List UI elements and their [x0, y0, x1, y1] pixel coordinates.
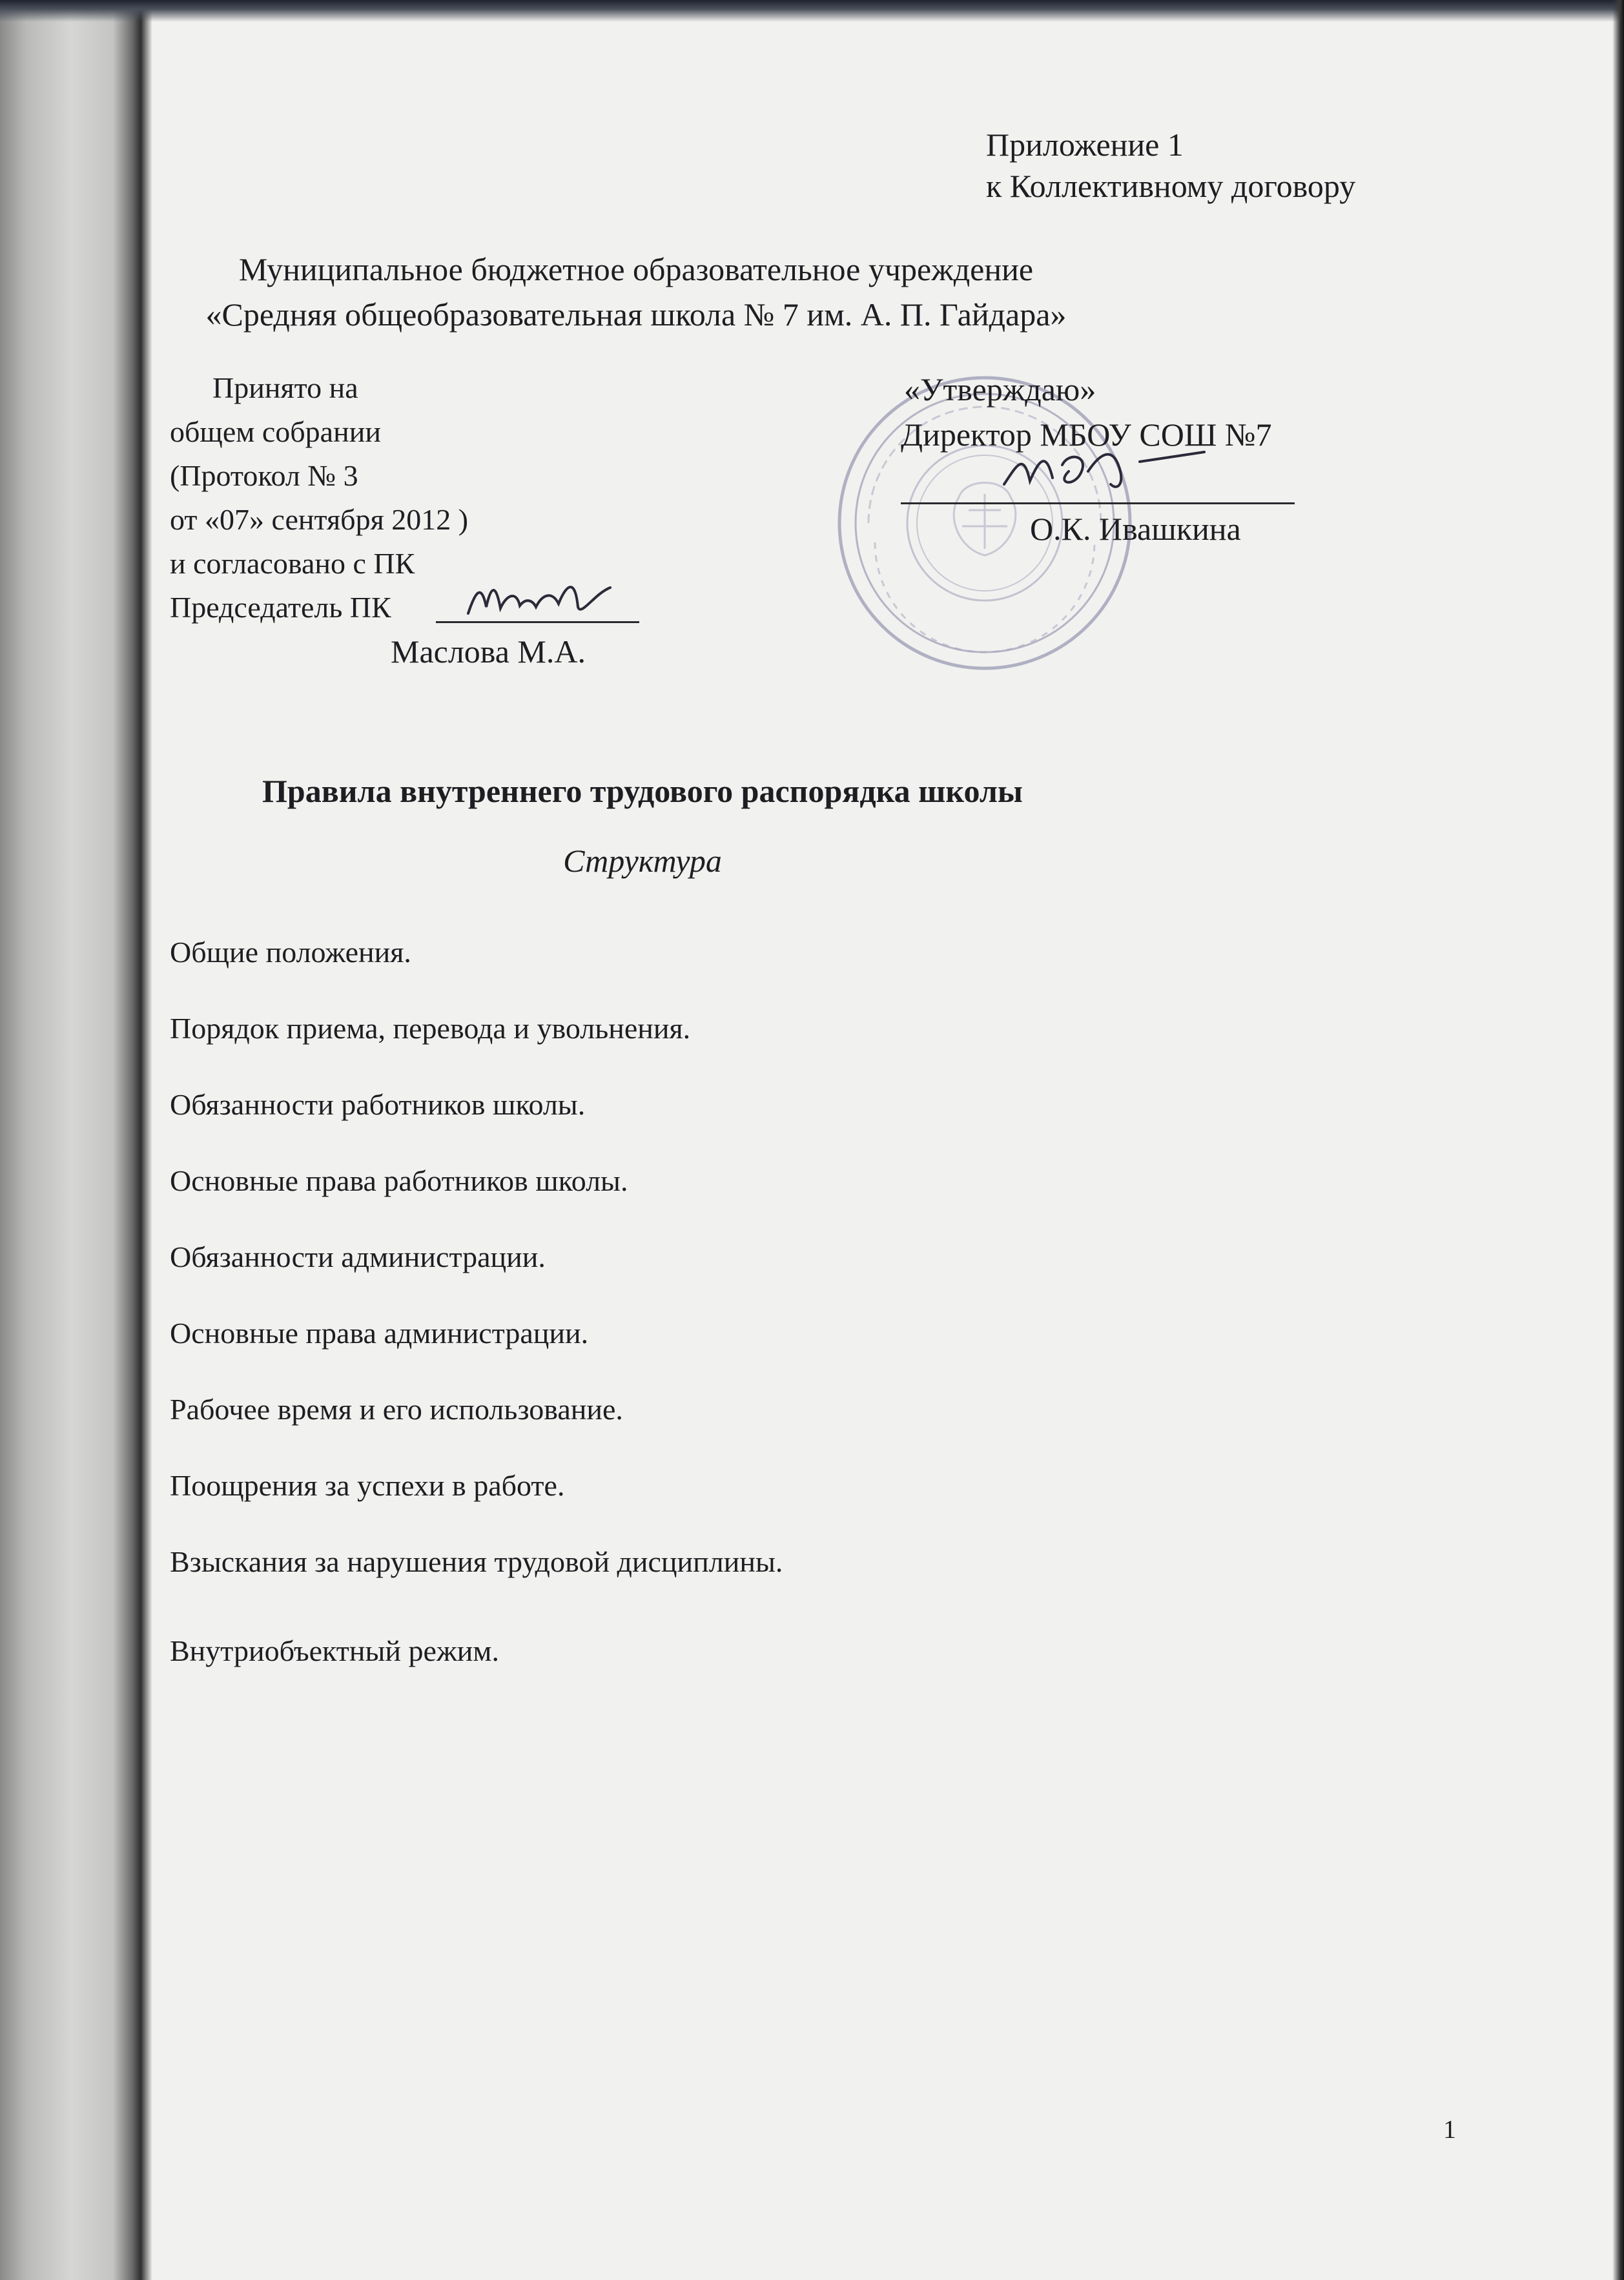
adopted-line-1: Принято на: [212, 371, 358, 404]
organization-line-1: Муниципальное бюджетное образовательное учреждение: [238, 251, 1034, 287]
document-subtitle: Структура: [563, 843, 722, 879]
toc-item: Порядок приема, перевода и увольнения.: [170, 1012, 691, 1045]
appendix-line-1: Приложение 1: [986, 127, 1184, 163]
toc-item: Взыскания за нарушения трудовой дисциплины.: [170, 1545, 783, 1578]
toc-item: Основные права работников школы.: [170, 1164, 628, 1197]
toc-item: Основные права администрации.: [170, 1317, 589, 1350]
adopted-line-2: общем собрании: [170, 415, 381, 448]
toc-item: Обязанности работников школы.: [170, 1088, 586, 1121]
adopted-line-3: (Протокол № 3: [170, 459, 358, 492]
appendix-line-2: к Коллективному договору: [986, 168, 1356, 204]
toc-item: Рабочее время и его использование.: [170, 1393, 623, 1426]
scan-right-edge: [1612, 0, 1624, 2280]
organization-line-2: «Средняя общеобразовательная школа № 7 им. А. П. Гайдара»: [205, 296, 1067, 333]
adopted-signer: Маслова М.А.: [391, 633, 586, 670]
document-page: [152, 0, 1612, 2280]
approved-line-1: «Утверждаю»: [904, 371, 1096, 407]
toc-item: Поощрения за успехи в работе.: [170, 1469, 565, 1502]
document-title: Правила внутреннего трудового распорядка школы: [262, 773, 1023, 809]
toc-item: Обязанности администрации.: [170, 1240, 546, 1273]
adopted-line-6: Председатель ПК: [170, 591, 391, 624]
adopted-line-5: и согласовано с ПК: [170, 547, 415, 580]
toc-item: Внутриобъектный режим.: [170, 1634, 499, 1667]
director-signature: [991, 426, 1224, 504]
page-number: 1: [1443, 2115, 1456, 2144]
toc-item: Общие положения.: [170, 936, 411, 969]
adopted-line-4: от «07» сентября 2012 ): [170, 503, 469, 536]
approved-line-2: Директор МБОУ СОШ №7: [901, 416, 1272, 453]
book-binding-margin: [0, 0, 152, 2280]
union-chair-signature: [455, 568, 623, 626]
approved-signer: О.К. Ивашкина: [1030, 511, 1241, 547]
